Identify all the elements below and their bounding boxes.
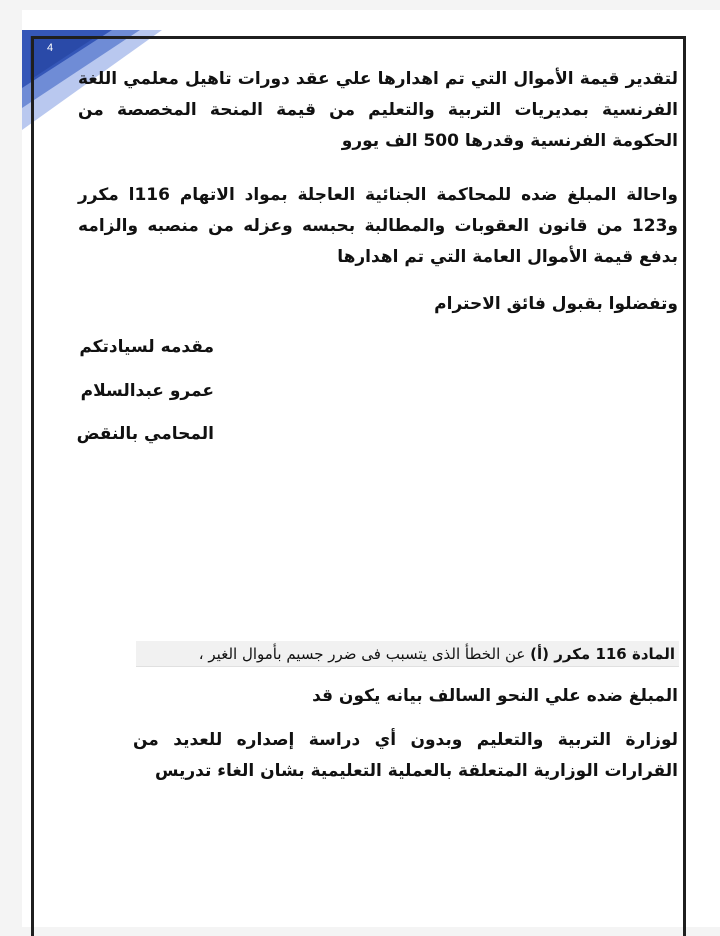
article-label: المادة 116 مكرر (أ) <box>530 645 675 663</box>
paragraph-respondent: المبلغ ضده علي النحو السالف بيانه يكون قد <box>312 686 678 706</box>
paragraph-estimate: لتقدير قيمة الأموال التي تم اهدارها علي عقد دورات تاهيل معلمي اللغة الفرنسية بمديريات التربية والتعليم من قيمة المنحة المخصصة من الحكومة الفرنسية وقدرها 500 الف يورو <box>78 69 678 151</box>
signature-submitted-by: مقدمه لسيادتكم <box>79 337 214 357</box>
page-border-frame <box>31 36 686 936</box>
paragraph-referral: واحالة المبلغ ضده للمحاكمة الجنائية العاجلة بمواد الاتهام 116ا مكرر و123 من قانون العقوبات والمطالبة بحبسه وعزله من منصبه والزامه بدفع قيمة الأموال العامة التي تم اهدارها <box>78 185 678 267</box>
paragraph-ministry: لوزارة التربية والتعليم وبدون أي دراسة إصداره للعديد من القرارات الوزارية المتعلقة بالعملية التعليمية بشان الغاء تدريس <box>133 730 678 781</box>
signature-name: عمرو عبدالسلام <box>80 381 214 401</box>
page-number: 4 <box>47 42 54 54</box>
signature-title: المحامي بالنقض <box>76 424 214 444</box>
article-quote-box <box>136 641 679 667</box>
article-text: عن الخطأ الذى يتسبب فى ضرر جسيم بأموال الغير ، <box>198 645 526 663</box>
paragraph-closing: وتفضلوا بقبول فائق الاحترام <box>434 294 678 314</box>
